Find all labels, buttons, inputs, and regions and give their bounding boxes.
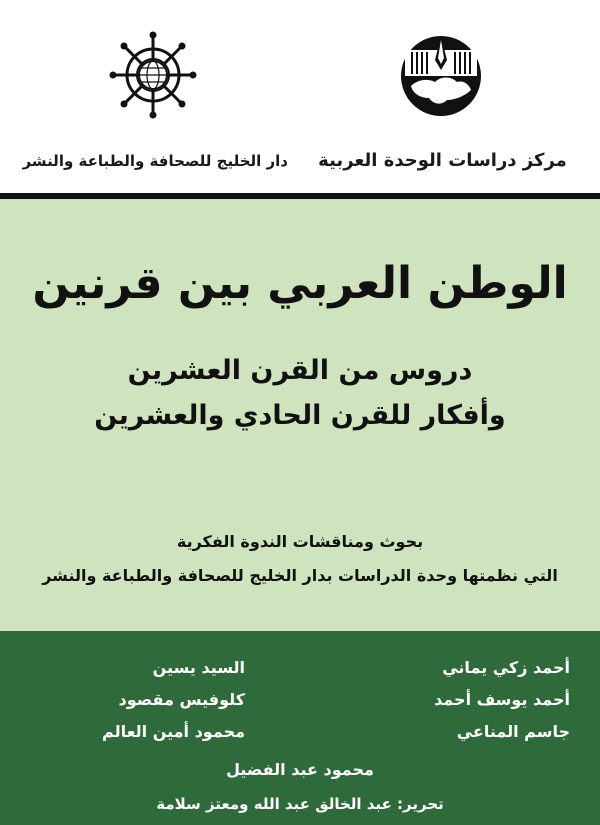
publisher-name-left: دار الخليج للصحافة والطباعة والنشر [22, 152, 288, 170]
book-description-1: بحوث ومناقشات الندوة الفكرية [176, 532, 424, 551]
author-name: محمود أمين العالم [102, 722, 245, 741]
author-name: أحمد يوسف أحمد [434, 690, 570, 709]
book-title: الوطن العربي بين قرنين [32, 258, 568, 309]
book-subtitle-2: وأفكار للقرن الحادي والعشرين [94, 400, 506, 431]
book-description-2: التي نظمتها وحدة الدراسات بدار الخليج للصحافة والطباعة والنشر [42, 566, 558, 585]
publisher-name-right: مركز دراسات الوحدة العربية [318, 150, 567, 171]
editors-credit: تحرير: عبد الخالق عبد الله ومعتز سلامة [156, 795, 444, 813]
arab-world-map-pen-icon [397, 30, 485, 120]
author-name: محمود عبد الفضيل [226, 760, 374, 779]
author-name: جاسم المناعي [456, 722, 570, 741]
book-subtitle-1: دروس من القرن العشرين [127, 355, 473, 386]
author-name: أحمد زكي يماني [442, 658, 570, 677]
ship-wheel-globe-icon [108, 30, 198, 120]
author-name: كلوفيس مقصود [118, 690, 245, 709]
author-name: السيد يسين [152, 658, 245, 677]
